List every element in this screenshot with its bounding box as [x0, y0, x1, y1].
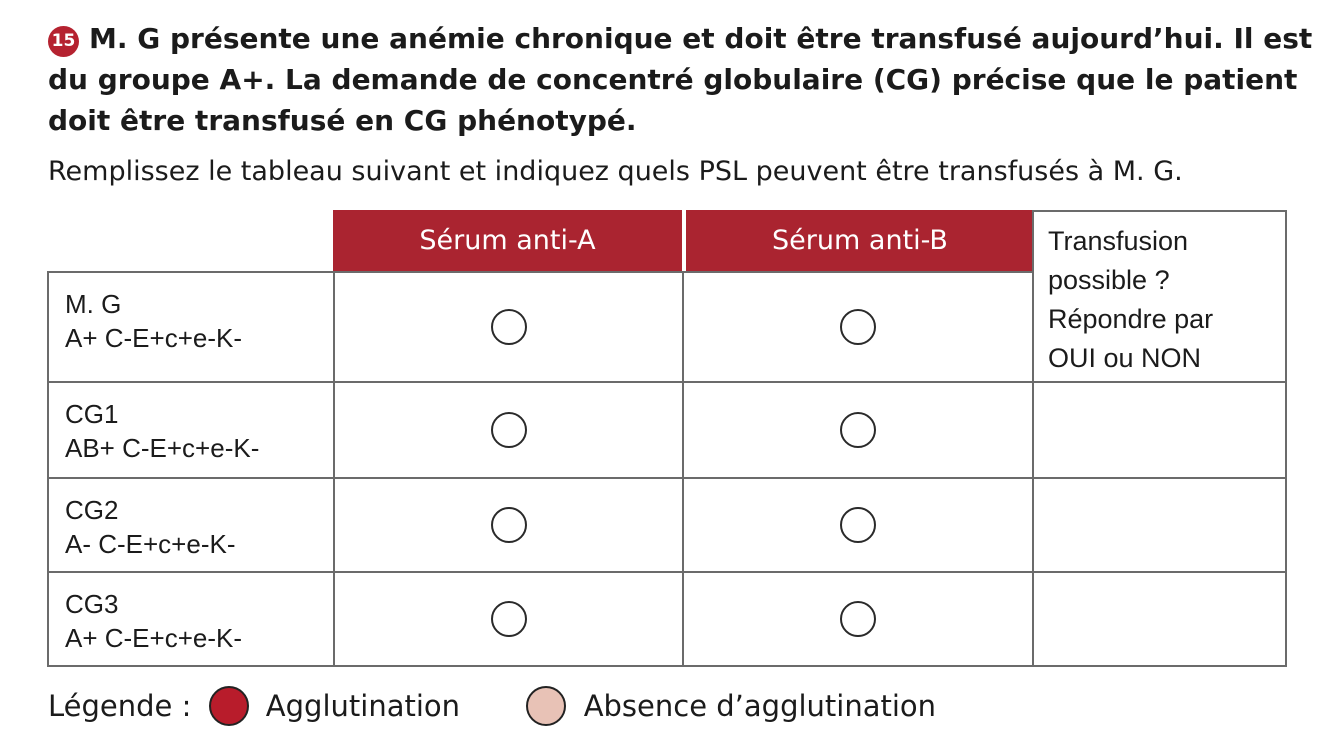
result-cell-anti-b — [682, 381, 1034, 479]
transfusion-answer-cell[interactable] — [1032, 477, 1287, 573]
result-cell-anti-a — [333, 271, 684, 383]
transfusion-header-line: OUI ou NON — [1048, 343, 1202, 373]
result-circle[interactable] — [491, 412, 527, 448]
transfusion-answer-cell[interactable] — [1032, 571, 1287, 667]
transfusion-answer-cell[interactable] — [1032, 381, 1287, 479]
transfusion-header-line: possible ? — [1048, 265, 1170, 295]
result-circle[interactable] — [491, 309, 527, 345]
legend-label: Légende : — [48, 689, 192, 723]
row-phenotype: A+ C-E+c+e-K- — [65, 623, 243, 653]
row-name: CG1 — [65, 399, 119, 429]
transfusion-header-line: Répondre par — [1048, 304, 1214, 334]
result-circle[interactable] — [840, 412, 876, 448]
question-number-badge: 15 — [48, 26, 79, 57]
result-cell-anti-b — [682, 571, 1034, 667]
row-name: M. G — [65, 289, 122, 319]
result-cell-anti-b — [682, 271, 1034, 383]
table-row-label — [47, 271, 335, 383]
row-name: CG2 — [65, 495, 119, 525]
row-name: CG3 — [65, 589, 119, 619]
header-serum-anti-a: Sérum anti-A — [333, 210, 682, 272]
table-row-label — [47, 477, 335, 573]
question-body: M. G présente une anémie chronique et doit être transfusé aujourd’hui. Il est du groupe A+. La demande de concentré globulaire (CG) précise que le patient doit être transfusé en CG phénotypé. — [48, 22, 1313, 137]
legend — [48, 682, 936, 726]
absence-swatch — [526, 686, 566, 726]
table-row-label — [47, 571, 335, 667]
result-cell-anti-b — [682, 477, 1034, 573]
row-phenotype: A- C-E+c+e-K- — [65, 529, 236, 559]
result-circle[interactable] — [840, 601, 876, 637]
agglutination-table — [47, 210, 1287, 667]
row-phenotype: AB+ C-E+c+e-K- — [65, 433, 260, 463]
result-circle[interactable] — [491, 507, 527, 543]
result-circle[interactable] — [840, 309, 876, 345]
result-circle[interactable] — [840, 507, 876, 543]
result-circle[interactable] — [491, 601, 527, 637]
header-serum-anti-b: Sérum anti-B — [684, 210, 1034, 272]
row-phenotype: A+ C-E+c+e-K- — [65, 323, 243, 353]
legend-agglutination-label: Agglutination — [265, 689, 461, 723]
transfusion-header-line: Transfusion — [1048, 226, 1189, 256]
agglutination-swatch — [209, 686, 249, 726]
header-transfusion-possible — [1032, 210, 1287, 383]
result-cell-anti-a — [333, 381, 684, 479]
instruction-text: Remplissez le tableau suivant et indiquez quels PSL peuvent être transfusés à M. G. — [48, 156, 1183, 187]
result-cell-anti-a — [333, 571, 684, 667]
legend-absence-label: Absence d’agglutination — [583, 689, 937, 723]
question-text — [48, 18, 1318, 141]
result-cell-anti-a — [333, 477, 684, 573]
table-row-label — [47, 381, 335, 479]
